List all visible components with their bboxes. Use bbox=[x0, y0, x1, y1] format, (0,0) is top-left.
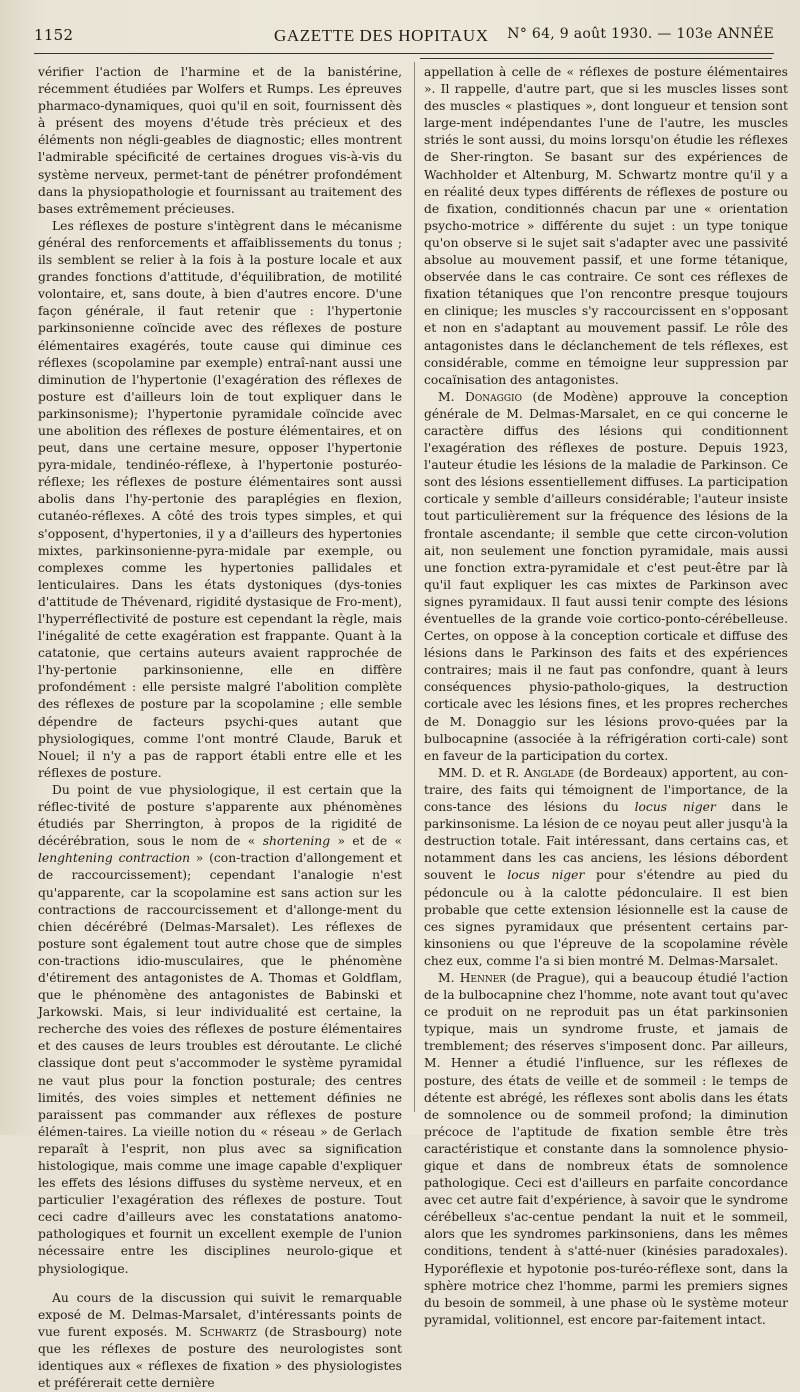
author-name: Anglade bbox=[523, 765, 575, 780]
author-name: Schwartz bbox=[199, 1324, 257, 1339]
author-name: Donaggio bbox=[465, 389, 522, 404]
right-column bbox=[424, 64, 788, 1329]
paragraph: vérifier l'action de l'harmine et de la banistérine, récemment étudiées par Wolfers et Rumps. Les épreuves pharmaco-dynamiques, quoi qu'il en soit, fournissent dès à présent des moyens d'étude très précieux et des éléments non négli-geables de diagnostic; elles montrent l'admirable spécificité de certaines drogues vis-à-vis du système nerveux, permet-tant de pénétrer profondément dans la physiopathologie et fournissant au traitement des bases extrêmement précieuses. bbox=[38, 65, 402, 216]
issue-line: N° 64, 9 août 1930. — 103e ANNÉE bbox=[507, 26, 774, 42]
page-number: 1152 bbox=[34, 26, 74, 44]
paragraph: MM. D. et R. Anglade (de Bordeaux) apportent, au con-traire, des faits qui témoignent de l'importance, de la cons-tance des lésions du locus niger dans le parkinsonisme. La lésion de ce noyau peut aller jusqu'à la destruction totale. Fait intéressant, dans certains cas, et notamment dans les cas anciens, les lésions débordent souvent le locus niger pour s'étendre au pied du pédoncule ou à la calotte pédonculaire. Il est bien probable que cette extension lésionnelle est la cause de ces signes pyramidaux que présentent certains par-kinsoniens ou que l'épreuve de la scopolamine révèle chez eux, comme l'a si bien montré M. Delmas-Marsalet. bbox=[424, 765, 788, 968]
header-rule-secondary bbox=[420, 58, 772, 59]
page-header bbox=[34, 26, 774, 48]
paragraph: Les réflexes de posture s'intègrent dans le mécanisme général des renforcements et affaiblissements du tonus ; ils semblent se relier à la fois à la posture locale et aux grandes fonctions d'attitude, d'équilibration, de motilité volontaire, et, sans doute, à bien d'autres encore. D'une façon générale, il faut retenir que : l'hypertonie parkinsonienne coïncide avec des réflexes de posture élémentaires exagérés, toute cause qui diminue ces réflexes (scopolamine par exemple) entraî-nant aussi une diminution de l'hypertonie (l'exagération des réflexes de posture est d'ailleurs loin de tout expliquer dans le parkinsonisme); l'hypertonie pyramidale coïncide avec une abolition des réflexes de posture élémentaires, et on peut, dans une certaine mesure, opposer l'hypertonie pyra-midale, tendinéo-réflexe, à l'hypertonie posturéo-réflexe; les réflexes de posture élémentaires sont aussi abolis dans l'hy-pertonie des paraplégies en flexion, cutanéo-réflexes. A côté des trois types simples, et qui s'opposent, d'hypertonies, il y a d'ailleurs des hypertonies mixtes, parkinsonienne-pyra-midale par exemple, ou complexes comme les hypertonies pallidales et lenticulaires. Dans les états dystoniques (dys-tonies d'attitude de Thévenard, rigidité dystasique de Fro-ment), l'hyperréflectivité de posture est cependant la règle, mais l'inégalité de cette exagération est frappante. Quant à la catatonie, que certains auteurs avaient rapprochée de l'hy-pertonie parkinsonienne, elle en diffère profondément : elle persiste malgré l'abolition complète des réflexes de posture par la scopolamine ; elle semble dépendre de facteurs psychi-ques autant que physiologiques, comme l'ont montré Claude, Baruk et Nouel; il n'y a pas de rapport établi entre elle et les réflexes de posture. bbox=[38, 218, 402, 780]
emphasis: lenghtening contraction bbox=[38, 851, 191, 866]
column-divider bbox=[414, 62, 415, 1112]
paragraph: M. Henner (de Prague), qui a beaucoup étudié l'action de la bulbocapnine chez l'homme, note avant tout qu'avec ce produit on ne reproduit pas un état parkinsonien typique, mais un syndrome fruste, et jamais de tremblement; des réserves s'imposent donc. Par ailleurs, M. Henner a étudié l'influence, sur les réflexes de posture, des états de veille et de sommeil : le temps de détente est abrégé, les réflexes sont abolis dans les états de somnolence ou de sommeil profond; la diminution précoce de l'aptitude de fixation semble être très caractéristique et constante dans la somnolence physio-gique et dans de nombreux états de somnolence pathologique. Ceci est d'ailleurs en parfaite concordance avec cet autre fait d'expérience, à savoir que le syndrome cérébelleux s'ac-centue pendant la nuit et le sommeil, alors que les syndromes parkinsoniens, dans les mêmes conditions, tendent à s'atté-nuer (kinésies paradoxales). Hyporéflexie et hypotonie pos-turéo-réflexe sont, dans la sphère motrice chez l'homme, parmi les premiers signes du besoin de sommeil, à une phase où le système moteur pyramidal, volitionnel, est encore par-faitement intact. bbox=[424, 970, 788, 1327]
left-column bbox=[38, 64, 402, 1392]
header-rule bbox=[34, 53, 774, 54]
paragraph: appellation à celle de « réflexes de posture élémentaires ». Il rappelle, d'autre part, que si les muscles lisses sont des muscles « plastiques », dont longueur et tension sont large-ment indépendantes l'une de l'autre, les muscles striés le sont aussi, du moins lorsqu'on étudie les réflexes de Sher-rington. Se basant sur des expériences de Wachholder et Altenburg, M. Schwartz montre qu'il y a en réalité deux types différents de réflexes de posture ou de fixation, conditionnés chacun par une « orientation psycho-motrice » différente du sujet : un type tonique qu'on observe si le sujet sait s'adapter avec une passivité absolue au mouvement passif, et une forme tétanique, observée dans le cas contraire. Ce sont ces réflexes de fixation tétaniques que l'on rencontre presque toujours en clinique; les muscles s'y raccourcissent en s'opposant et non en s'adaptant au mouvement passif. Le rôle des antagonistes dans le déclanchement de tels réflexes, est considérable, comme en témoigne leur suppression par cocaïnisation des antagonistes. bbox=[424, 65, 788, 387]
paragraph: M. Donaggio (de Modène) approuve la conception générale de M. Delmas-Marsalet, en ce qui concerne le caractère diffus des lésions qui conditionnent l'exagération des réflexes de posture. Depuis 1923, l'auteur étudie les lésions de la maladie de Parkinson. Ce sont des lésions essentiellement diffuses. La participation corticale y semble d'ailleurs considérable; l'auteur insiste tout particulièrement sur la fréquence des lésions de la frontale ascendante; il semble que cette circon-volution ait, non seulement une fonction pyramidale, mais aussi une fonction extra-pyramidale et c'est peut-être par là qu'il faut expliquer les cas mixtes de Parkinson avec signes pyramidaux. Il faut aussi tenir compte des lésions éventuelles de la grande voie cortico-ponto-cérébelleuse. Certes, on oppose à la conception corticale et diffuse des lésions dans le Parkinson des faits et des expériences contraires; mais il ne faut pas confondre, quant à leurs conséquences physio-patholo-giques, la destruction corticale avec les lésions fines, et les propres recherches de M. Donaggio sur les lésions provo-quées par la bulbocapnine (associée à la réfrigération corti-cale) sont en faveur de la participation du cortex. bbox=[424, 389, 788, 763]
emphasis: locus niger bbox=[634, 800, 716, 815]
publication-title: GAZETTE DES HOPITAUX bbox=[274, 26, 489, 45]
emphasis: locus niger bbox=[507, 868, 585, 883]
paragraph: Du point de vue physiologique, il est certain que la réflec-tivité de posture s'apparente aux phénomènes étudiés par Sherrington, à propos de la rigidité de décérébration, sous le nom de « shortening » et de « lenghtening contraction » (con-traction d'allongement et de raccourcissement); cependant l'analogie n'est qu'apparente, car la scopolamine est sans action sur les contractions de raccourcissement et d'allonge-ment du chien décérébré (Delmas-Marsalet). Les réflexes de posture sont également tout autre chose que de simples con-tractions idio-musculaires, que le phénomène d'étirement des antagonistes de A. Thomas et Goldflam, que le phénomène des antagonistes de Babinski et Jarkowski. Mais, si leur individualité est certaine, la recherche des voies des réflexes de posture élémentaires et des causes de leurs troubles est déroutante. Le cliché classique dont peut s'accommoder le système pyramidal ne vaut plus pour la fonction posturale; des centres limités, des voies simples et nettement définies ne paraissent pas commander aux réflexes de posture élémen-taires. La vieille notion du « réseau » de Gerlach reparaît à l'esprit, non plus avec sa signification histologique, mais comme une image capable d'expliquer les effets des lésions diffuses du système nerveux, et en particulier l'exagération des réflexes de posture. Tout ceci cadre d'ailleurs avec les constatations anatomo-pathologiques et fournit un excellent exemple de l'union nécessaire entre les disciplines neurolo-gique et physiologique. bbox=[38, 782, 403, 1276]
author-name: Henner bbox=[459, 970, 507, 985]
paragraph: Au cours de la discussion qui suivit le remarquable exposé de M. Delmas-Marsalet, d'intéressants points de vue furent exposés. M. Schwartz (de Strasbourg) note que les réflexes de posture des neurologistes sont identiques aux « réflexes de fixation » des physiologistes et préférerait cette dernière bbox=[38, 1290, 403, 1391]
emphasis: shortening bbox=[262, 834, 331, 849]
